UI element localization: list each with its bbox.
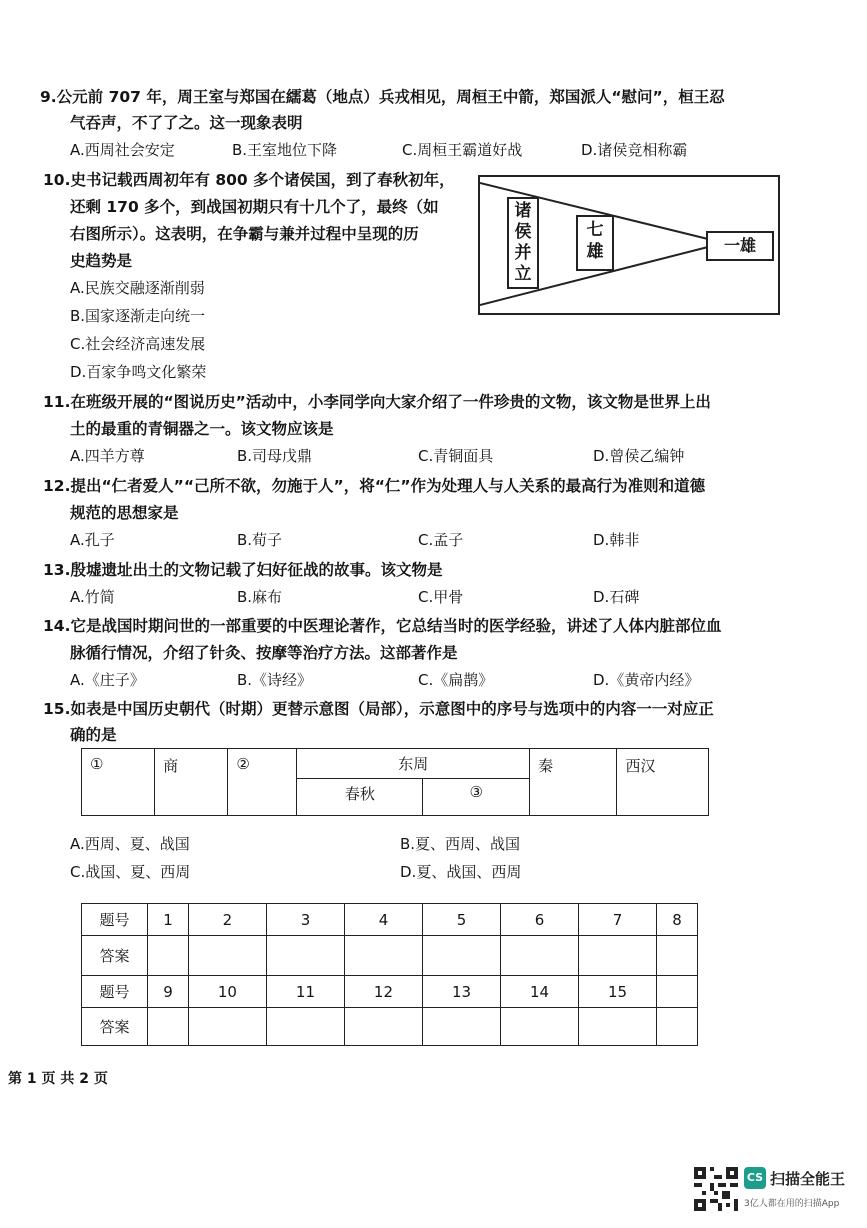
dynasty-subcell: ③ — [423, 779, 530, 816]
question-number: 6 — [501, 904, 579, 936]
answer-table — [81, 903, 698, 1046]
answer-cell[interactable] — [344, 936, 422, 976]
stage-right-box — [706, 231, 774, 261]
scanner-logo-icon: CS — [744, 1167, 766, 1189]
question-12-line1: 12.提出“仁者爱人”“己所不欲，勿施于人”，将“仁”作为处理人与人关系的最高行为准则和道德 — [43, 477, 706, 495]
dynasty-subcell: 春秋 — [297, 779, 423, 816]
question-15-line2: 确的是 — [70, 726, 117, 744]
answer-cell[interactable] — [579, 1008, 657, 1046]
option-13c: C.甲骨 — [418, 588, 464, 606]
option-13a: A.竹简 — [70, 588, 115, 606]
question-number: 1 — [148, 904, 189, 936]
question-number: 2 — [188, 904, 266, 936]
dynasty-cell: 西汉 — [617, 749, 709, 816]
stage-middle-label: 七雄 — [586, 220, 604, 262]
question-14-line1: 14.它是战国时期问世的一部重要的中医理论著作，它总结当时的医学经验，讲述了人体内脏部位血 — [43, 617, 722, 635]
answer-cell[interactable] — [422, 936, 500, 976]
answer-cell[interactable] — [501, 1008, 579, 1046]
stage-middle-box — [576, 215, 614, 271]
question-13-line1: 13.殷墟遗址出土的文物记载了妇好征战的故事。该文物是 — [43, 561, 443, 579]
answer-cell[interactable] — [344, 1008, 422, 1046]
option-9d: D.诸侯竞相称霸 — [581, 141, 688, 159]
dynasty-cell: 秦 — [530, 749, 617, 816]
option-9a: A.西周社会安定 — [70, 141, 175, 159]
answer-cell[interactable] — [266, 936, 344, 976]
question-number: 12 — [344, 976, 422, 1008]
option-14c: C.《扁鹊》 — [418, 671, 494, 689]
question-number: 14 — [501, 976, 579, 1008]
question-number: 11 — [266, 976, 344, 1008]
option-15b: B.夏、西周、战国 — [400, 835, 521, 853]
question-number: 8 — [657, 904, 698, 936]
unification-diagram — [478, 175, 780, 315]
answer-cell[interactable] — [188, 936, 266, 976]
question-number: 7 — [579, 904, 657, 936]
option-14a: A.《庄子》 — [70, 671, 145, 689]
row-label-question: 题号 — [82, 976, 148, 1008]
option-12b: B.荀子 — [237, 531, 283, 549]
question-number: 13 — [422, 976, 500, 1008]
option-11b: B.司母戊鼎 — [237, 447, 313, 465]
option-11d: D.曾侯乙编钟 — [593, 447, 685, 465]
question-11-line1: 11.在班级开展的“图说历史”活动中，小李同学向大家介绍了一件珍贵的文物，该文物是世界上出 — [43, 393, 711, 411]
question-number — [657, 976, 698, 1008]
question-number: 10 — [188, 976, 266, 1008]
option-9b: B.王室地位下降 — [232, 141, 338, 159]
row-label-question: 题号 — [82, 904, 148, 936]
option-13b: B.麻布 — [237, 588, 283, 606]
question-12-line2: 规范的思想家是 — [70, 504, 179, 522]
row-label-answer: 答案 — [82, 936, 148, 976]
question-10-line1: 10.史书记载西周初年有 800 多个诸侯国，到了春秋初年， — [43, 171, 455, 189]
option-10c: C.社会经济高速发展 — [70, 335, 206, 353]
option-14b: B.《诗经》 — [237, 671, 313, 689]
option-10d: D.百家争鸣文化繁荣 — [70, 363, 207, 381]
question-number: 15 — [579, 976, 657, 1008]
option-12a: A.孔子 — [70, 531, 115, 549]
question-15-line1: 15.如表是中国历史朝代（时期）更替示意图（局部），示意图中的序号与选项中的内容一一对应正 — [43, 700, 714, 718]
scanner-app-name: 扫描全能王 — [770, 1170, 846, 1188]
answer-cell[interactable] — [579, 936, 657, 976]
dynasty-cell: 商 — [155, 749, 228, 816]
question-14-line2: 脉循行情况，介绍了针灸、按摩等治疗方法。这部著作是 — [70, 644, 458, 662]
option-14d: D.《黄帝内经》 — [593, 671, 700, 689]
question-11-line2: 土的最重的青铜器之一。该文物应该是 — [70, 420, 334, 438]
answer-cell[interactable] — [148, 936, 189, 976]
stage-left-box — [507, 197, 539, 289]
dynasty-cell-eastern-zhou: 东周 — [297, 749, 530, 779]
option-11a: A.四羊方尊 — [70, 447, 145, 465]
scanner-tagline: 3亿人都在用的扫描App — [744, 1199, 840, 1209]
option-10b: B.国家逐渐走向统一 — [70, 307, 206, 325]
option-9c: C.周桓王霸道好战 — [402, 141, 523, 159]
option-12c: C.孟子 — [418, 531, 464, 549]
question-10-line3: 右图所示）。这表明，在争霸与兼并过程中呈现的历 — [70, 225, 419, 243]
qr-code-icon — [694, 1167, 738, 1211]
question-9-line2: 气吞声，不了了之。这一现象表明 — [70, 114, 303, 132]
dynasty-table — [81, 748, 709, 816]
answer-cell[interactable] — [148, 1008, 189, 1046]
stage-left-label: 诸侯并立 — [514, 201, 532, 284]
answer-cell[interactable] — [266, 1008, 344, 1046]
option-12d: D.韩非 — [593, 531, 640, 549]
question-number: 4 — [344, 904, 422, 936]
answer-cell[interactable] — [188, 1008, 266, 1046]
dynasty-cell: ② — [228, 749, 297, 816]
page-number: 第 1 页 共 2 页 — [8, 1071, 108, 1087]
option-15d: D.夏、战国、西周 — [400, 863, 522, 881]
question-10-line2: 还剩 170 多个，到战国初期只有十几个了，最终（如 — [70, 198, 439, 216]
option-10a: A.民族交融逐渐削弱 — [70, 279, 205, 297]
answer-cell[interactable] — [657, 936, 698, 976]
question-number: 5 — [422, 904, 500, 936]
answer-cell[interactable] — [422, 1008, 500, 1046]
option-15a: A.西周、夏、战国 — [70, 835, 190, 853]
row-label-answer: 答案 — [82, 1008, 148, 1046]
question-number: 9 — [148, 976, 189, 1008]
option-15c: C.战国、夏、西周 — [70, 863, 191, 881]
question-10-line4: 史趋势是 — [70, 252, 133, 270]
answer-cell[interactable] — [657, 1008, 698, 1046]
question-number: 3 — [266, 904, 344, 936]
stage-right-label: 一雄 — [723, 236, 756, 255]
option-13d: D.石碑 — [593, 588, 640, 606]
option-11c: C.青铜面具 — [418, 447, 494, 465]
dynasty-cell: ① — [82, 749, 155, 816]
answer-cell[interactable] — [501, 936, 579, 976]
question-9-line1: 9.公元前 707 年，周王室与郑国在繻葛（地点）兵戎相见，周桓王中箭，郑国派人“慰问”，桓王忍 — [40, 88, 725, 106]
